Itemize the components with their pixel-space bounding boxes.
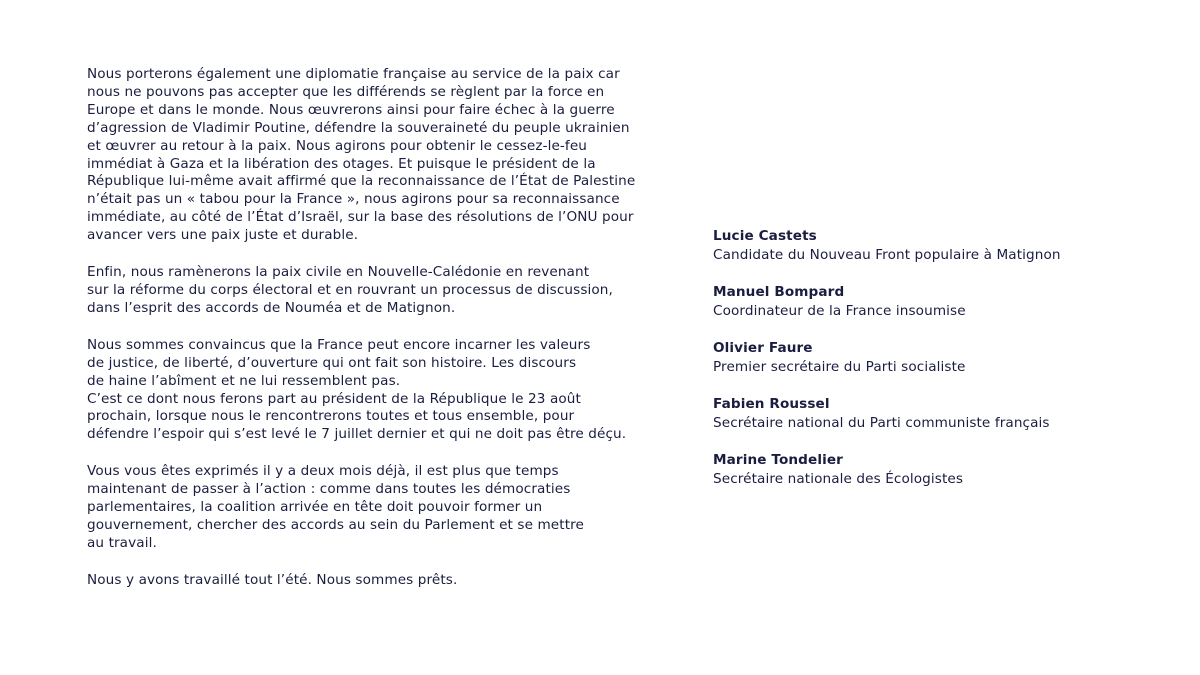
- signatory-roussel: [713, 395, 1173, 433]
- paragraph-action: [87, 463, 647, 553]
- signatory-bompard: [713, 283, 1173, 321]
- signatory-title: Premier secrétaire du Parti socialiste: [713, 359, 966, 375]
- text-line: Nous sommes convaincus que la France peut encore incarner les valeurs: [87, 336, 591, 353]
- text-line: avancer vers une paix juste et durable.: [87, 227, 359, 244]
- signatory-faure: [713, 339, 1173, 377]
- text-line: Europe et dans le monde. Nous œuvrerons ainsi pour faire échec à la guerre: [87, 101, 615, 118]
- signatory-name: Marine Tondelier: [713, 452, 843, 468]
- text-line: prochain, lorsque nous le rencontrerons toutes et tous ensemble, pour: [87, 408, 575, 425]
- signatory-castets: [713, 227, 1173, 265]
- text-line: maintenant de passer à l’action : comme dans toutes les démocraties: [87, 481, 571, 498]
- text-line: dans l’esprit des accords de Nouméa et de Matignon.: [87, 299, 456, 316]
- text-line: Nous y avons travaillé tout l’été. Nous sommes prêts.: [87, 571, 458, 588]
- signatory-title: Secrétaire nationale des Écologistes: [713, 471, 964, 487]
- signatory-name: Manuel Bompard: [713, 284, 845, 300]
- signatory-name: Lucie Castets: [713, 228, 817, 244]
- signatory-title: Candidate du Nouveau Front populaire à Matignon: [713, 247, 1061, 263]
- signatories-list: [713, 227, 1173, 507]
- text-line: immédiat à Gaza et la libération des otages. Et puisque le président de la: [87, 155, 596, 172]
- signatory-title: Secrétaire national du Parti communiste français: [713, 415, 1050, 431]
- signatory-name: Olivier Faure: [713, 340, 813, 356]
- text-line: Enfin, nous ramènerons la paix civile en Nouvelle-Calédonie en revenant: [87, 264, 590, 281]
- text-line: d’agression de Vladimir Poutine, défendre la souveraineté du peuple ukrainien: [87, 119, 630, 136]
- signatory-tondelier: [713, 451, 1173, 489]
- signatory-name: Fabien Roussel: [713, 396, 830, 412]
- text-line: République lui-même avait affirmé que la reconnaissance de l’État de Palestine: [87, 173, 636, 190]
- paragraph-diplomacy: [87, 66, 647, 245]
- text-line: immédiate, au côté de l’État d’Israël, sur la base des résolutions de l’ONU pour: [87, 209, 634, 226]
- text-line: Nous porterons également une diplomatie française au service de la paix car: [87, 66, 620, 82]
- text-line: de haine l’abîment et ne lui ressemblent pas.: [87, 372, 401, 389]
- letter-body: [87, 66, 647, 609]
- text-line: parlementaires, la coalition arrivée en tête doit pouvoir former un: [87, 499, 543, 516]
- text-line: au travail.: [87, 534, 157, 551]
- signatory-title: Coordinateur de la France insoumise: [713, 303, 966, 319]
- text-line: sur la réforme du corps électoral et en rouvrant un processus de discussion,: [87, 281, 613, 298]
- paragraph-closing: [87, 572, 647, 590]
- text-line: et œuvrer au retour à la paix. Nous agirons pour obtenir le cessez-le-feu: [87, 137, 587, 154]
- text-line: de justice, de liberté, d’ouverture qui ont fait son histoire. Les discours: [87, 354, 577, 371]
- paragraph-new-caledonia: [87, 264, 647, 318]
- text-line: défendre l’espoir qui s’est levé le 7 juillet dernier et qui ne doit pas être déçu.: [87, 426, 627, 443]
- text-line: nous ne pouvons pas accepter que les différends se règlent par la force en: [87, 83, 605, 100]
- paragraph-values: [87, 337, 647, 444]
- text-line: gouvernement, chercher des accords au sein du Parlement et se mettre: [87, 516, 584, 533]
- text-line: Vous vous êtes exprimés il y a deux mois déjà, il est plus que temps: [87, 463, 559, 480]
- text-line: n’était pas un « tabou pour la France », nous agirons pour sa reconnaissance: [87, 191, 620, 208]
- text-line: C’est ce dont nous ferons part au président de la République le 23 août: [87, 390, 581, 407]
